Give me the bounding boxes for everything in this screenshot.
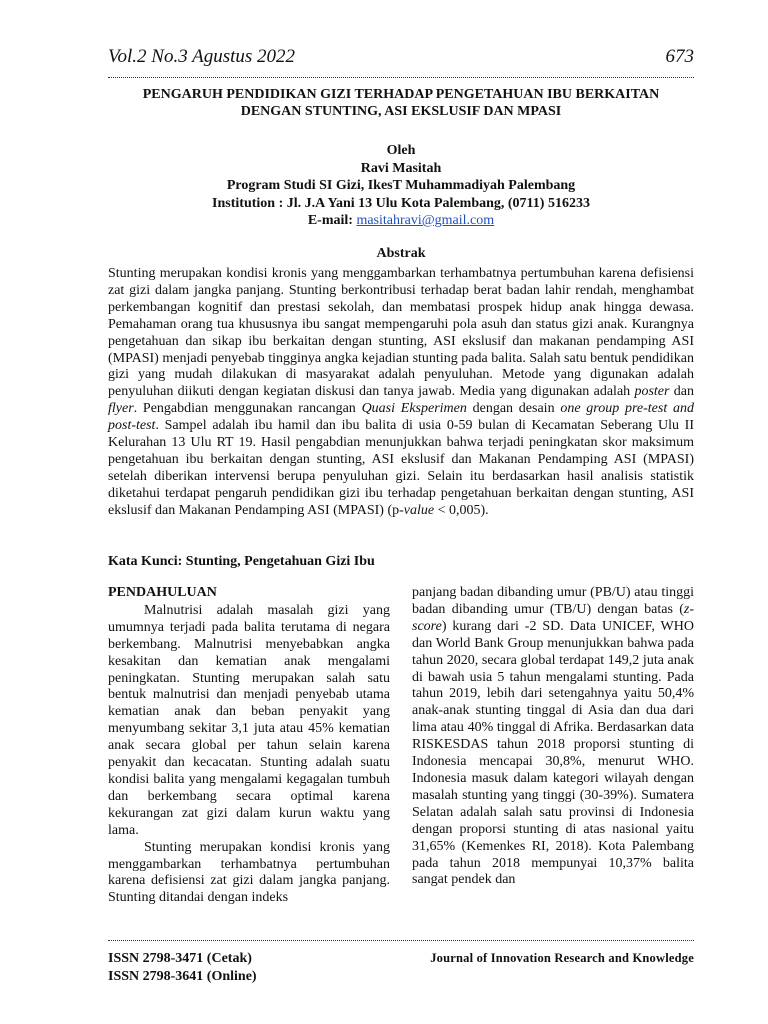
author-institution: Institution : Jl. J.A Yani 13 Ulu Kota Palembang, (0711) 516233	[212, 195, 590, 211]
right-text-a: panjang badan dibanding umur (PB/U) atau tinggi badan dibanding umur (TB/U) dengan batas (	[412, 585, 694, 617]
abstract-text-4: . Sampel adalah ibu hamil dan ibu balita di usia 0-59 bulan di Kecamatan Seberang Ulu II Kelurahan 13 Ulu RT 19. Hasil pengabdian menunjukkan bahwa terjadi peningkatan skor maksimum pengetahuan ibu berkaitan dengan stunting, ASI ekslusif dan Makanan Pendamping ASI (MPASI) setelah diberikan intervensi berupa penyuluhan gizi. Selain itu berdasarkan hasil analisis statistik diketahui terdapat pengaruh pendidikan gizi ibu terhadap pengetahuan berkaitan dengan stunting, ASI ekslusif dan Makanan Pendamping ASI (MPASI) (p-	[108, 418, 694, 518]
abstract-text-2: . Pengabdian menggunakan rancangan	[133, 401, 362, 417]
author-email-row	[108, 212, 694, 230]
abstract-flyer: flyer	[108, 401, 134, 417]
abstract-text-5: < 0,005).	[434, 502, 489, 518]
abstract-design: one group pre-test and post-test	[108, 401, 694, 434]
abstract-poster: poster	[634, 384, 670, 400]
abstract-heading: Abstrak	[376, 246, 426, 261]
intro-paragraph-2: Stunting merupakan kondisi kronis yang menggambarkan terhambatnya pertumbuhan karena defisiensi zat gizi dalam jangka panjang. Stunting ditandai dengan indeks	[108, 839, 390, 906]
author-block	[108, 142, 694, 230]
author-program: Program Studi SI Gizi, IkesT Muhammadiyah Palembang	[226, 178, 576, 193]
intro-paragraph-1: Malnutrisi adalah masalah gizi yang umumnya terjadi pada balita terutama di negara berkembang. Malnutrisi menyebabkan angka kesakitan dan kematian anak mengalami peningkatan. Stunting merupakan salah satu bentuk malnutrisi dan menjadi penyebab utama kematian anak dan beban penyakit yang menyumbang sekitar 3,1 juta atau 45% kematian anak secara global per tahun selain karena penyakit dan kecacatan. Stunting adalah suatu kondisi balita yang mengalami kegagalan tumbuh dan berkembang secara optimal karena kekurangan zat gizi dalam kurun waktu yang lama.	[108, 602, 390, 838]
zscore-term: z-score	[412, 601, 694, 634]
journal-name: Journal of Innovation Research and Knowledge	[430, 951, 694, 965]
abstract-quasi: Quasi Eksperimen	[361, 401, 467, 417]
footer-divider	[108, 940, 694, 941]
abstract-text-1: Stunting merupakan kondisi kronis yang menggambarkan terhambatnya pertumbuhan karena defisiensi zat gizi dalam jangka panjang. Stunting berkontribusi terhadap berat badan lahir rendah, menghambat perkembangan kognitif dan prestasi sekolah, dan membatasi prospek hidup anak hingga dewasa. Pemahaman orang tua khususnya ibu sangat mempengaruhi pola asuh dan status gizi anak. Kurangnya pengetahuan dan sikap ibu berkaitan dengan stunting, ASI ekslusif dan makanan pendamping ASI (MPASI) menjadi penyebab tingginya angka kejadian stunting pada balita. Salah satu bentuk pendidikan gizi yang mudah dilakukan di masyarakat adalah penyuluhan. Metode yang digunakan adalah penyuluhan diikuti dengan kegiatan diskusi dan tanya jawab. Media yang digunakan adalah	[108, 266, 694, 400]
issn-print: ISSN 2798-3471 (Cetak)	[108, 951, 252, 966]
abstract-and: dan	[669, 384, 694, 400]
title-line-1: PENGARUH PENDIDIKAN GIZI TERHADAP PENGETAHUAN IBU BERKAITAN	[142, 87, 660, 102]
right-text-b: ) kurang dari -2 SD. Data UNICEF, WHO dan World Bank Group menunjukkan bahwa pada tahun 2020, secara global terdapat 149,2 juta anak di bawah usia 5 tahun mengalami stunting. Pada tahun 2019, lebih dari setengahnya yaitu 50,4% anak-anak stunting tinggal di Asia dan dua dari lima atau 40% tinggal di Afrika. Berdasarkan data RISKESDAS tahun 2018 proporsi stunting di Indonesia mencapai 30,8%, menurut WHO. Indonesia masuk dalam kategori wilayah dengan masalah stunting yang tinggi (30-39%). Sumatera Selatan adalah salah satu provinsi di Indonesia dengan proporsi stunting di atas nasional yaitu 31,65% (Kemenkes RI, 2018). Kota Palembang pada tahun 2018 mempunyai 10,37% balita sangat pendek dan	[412, 618, 694, 888]
email-label: E-mail:	[307, 213, 357, 228]
keywords: Kata Kunci: Stunting, Pengetahuan Gizi Ibu	[108, 554, 375, 569]
section-heading: PENDAHULUAN	[108, 585, 217, 600]
author-by: Oleh	[386, 143, 416, 158]
issn-block	[108, 950, 257, 985]
author-name: Ravi Masitah	[360, 160, 442, 176]
email-link[interactable]: masitahravi@gmail.com	[356, 213, 495, 228]
page-number: 673	[665, 46, 694, 67]
abstract-body	[108, 266, 694, 520]
title-line-2: DENGAN STUNTING, ASI EKSLUSIF DAN MPASI	[240, 104, 562, 119]
paper-title	[108, 86, 694, 120]
abstract-text-3: dengan desain	[466, 401, 561, 417]
abstract-pvalue: value	[403, 502, 435, 518]
running-header	[108, 46, 696, 70]
issn-online: ISSN 2798-3641 (Online)	[108, 968, 257, 984]
right-column	[412, 585, 694, 889]
intro-paragraph-continued	[412, 585, 694, 889]
header-divider	[108, 77, 694, 78]
volume-label: Vol.2 No.3 Agustus 2022	[108, 46, 296, 67]
left-column	[108, 585, 390, 907]
